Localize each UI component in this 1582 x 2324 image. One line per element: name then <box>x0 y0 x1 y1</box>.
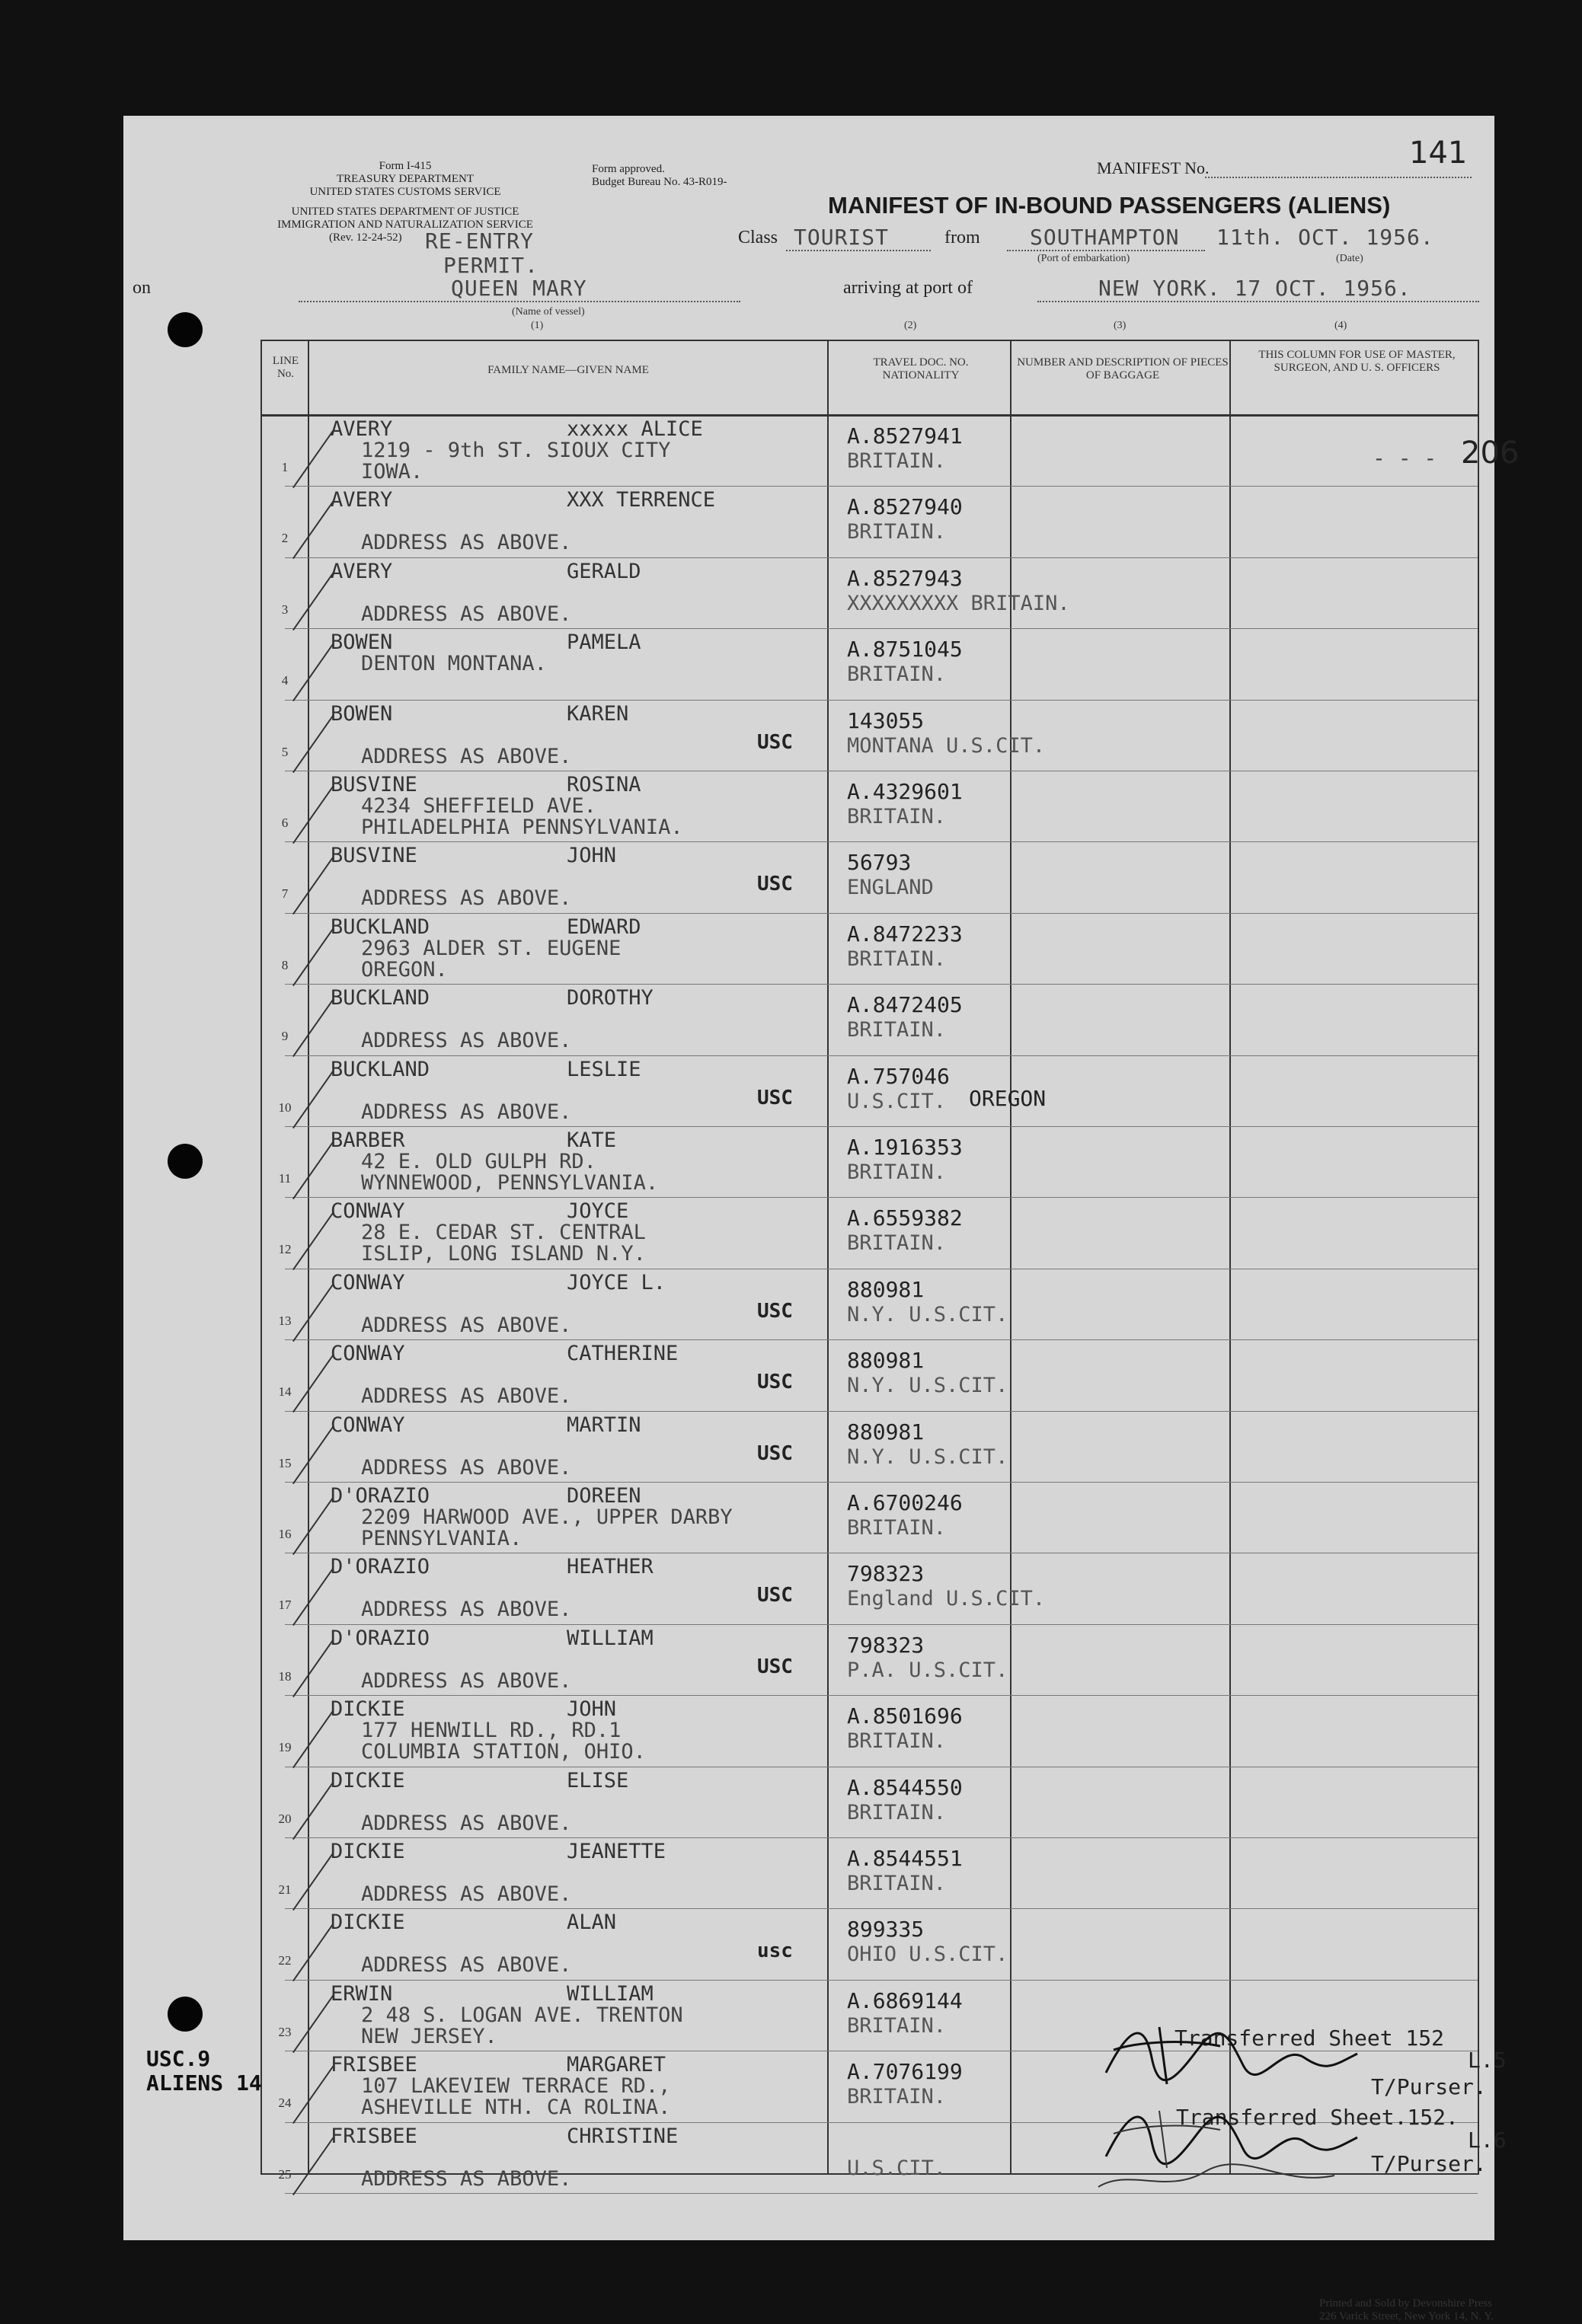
check-mark <box>292 1070 334 1128</box>
arrival-port-date: NEW YORK. 17 OCT. 1956. <box>1098 276 1411 301</box>
given-name: JOHN <box>567 844 617 868</box>
line-number: 24 <box>278 2096 292 2111</box>
row-separator <box>285 700 1478 701</box>
row-separator <box>285 841 1478 842</box>
travel-doc-number: 880981 <box>847 1348 925 1374</box>
customs-service: UNITED STATES CUSTOMS SERVICE <box>309 186 501 198</box>
family-name: FRISBEE <box>331 2053 417 2077</box>
address-line-2: ADDRESS AS ABOVE. <box>361 531 572 555</box>
row-separator <box>285 486 1478 487</box>
check-mark <box>292 2066 334 2124</box>
family-name: D'ORAZIO <box>331 1555 430 1579</box>
travel-doc-number: 798323 <box>847 1561 925 1587</box>
line-number: 17 <box>278 1598 292 1613</box>
line-number: 4 <box>281 673 289 688</box>
manifest-title: MANIFEST OF IN-BOUND PASSENGERS (ALIENS) <box>828 192 1391 219</box>
form-header-treasury <box>299 160 512 199</box>
row-separator <box>285 1482 1478 1483</box>
nationality: BRITAIN. <box>847 520 947 544</box>
family-name: BUCKLAND <box>331 915 430 939</box>
usc-marker: USC <box>757 873 793 896</box>
row-separator <box>285 1197 1478 1198</box>
check-mark <box>292 1425 334 1484</box>
form-approval <box>592 163 782 189</box>
arriving-label: arriving at port of <box>843 278 973 298</box>
col-number-2: (2) <box>904 320 917 331</box>
given-name: EDWARD <box>567 915 641 939</box>
line-number: 5 <box>281 744 289 759</box>
travel-doc-number: 880981 <box>847 1276 925 1302</box>
travel-doc-number: A.8544551 <box>847 1846 963 1871</box>
line-number: 25 <box>278 2166 292 2182</box>
family-name: BOWEN <box>331 630 393 655</box>
family-name: AVERY <box>331 488 393 512</box>
row-separator <box>285 1624 1478 1625</box>
given-name: WILLIAM <box>567 1981 654 2006</box>
address-line-2: ADDRESS AS ABOVE. <box>361 1384 572 1409</box>
manifest-number-label: MANIFEST No. <box>1097 158 1210 177</box>
given-name: XXX TERRENCE <box>567 488 716 512</box>
given-name: ELISE <box>567 1768 629 1792</box>
usc-marker: USC <box>757 1441 793 1465</box>
manifest-sheet <box>123 116 1520 2322</box>
address-line-2: PENNSYLVANIA. <box>361 1527 523 1550</box>
address-line-1: 28 E. CEDAR ST. CENTRAL <box>361 1221 646 1245</box>
line-number: 14 <box>278 1384 292 1400</box>
nationality: BRITAIN. <box>847 2085 947 2109</box>
given-name: xxxxx ALICE <box>567 417 703 441</box>
nationality: BRITAIN. <box>847 449 947 473</box>
usc-marker: USC <box>757 1086 793 1109</box>
port-embark-caption: (Port of embarkation) <box>1037 253 1130 264</box>
address-line-2: PHILADELPHIA PENNSYLVANIA. <box>361 816 683 839</box>
header-travel-doc: TRAVEL DOC. NO. NATIONALITY <box>873 356 969 381</box>
family-name: BARBER <box>331 1128 405 1152</box>
row-separator <box>285 1411 1478 1412</box>
permit-label: PERMIT. <box>443 253 539 278</box>
address-line-1: 177 HENWILL RD., RD.1 <box>361 1719 622 1743</box>
nationality: BRITAIN. <box>847 662 947 687</box>
nationality: BRITAIN. <box>847 1872 947 1895</box>
given-name: MARTIN <box>567 1413 641 1437</box>
nationality: England U.S.CIT. <box>847 1587 1046 1611</box>
col-number-4: (4) <box>1334 320 1347 331</box>
given-name: DOROTHY <box>567 986 654 1010</box>
travel-doc-number: 899335 <box>847 1917 925 1943</box>
nationality: BRITAIN. <box>847 947 947 971</box>
re-entry-label: RE-ENTRY <box>425 228 534 254</box>
nationality: U.S.CIT. <box>847 1089 947 1113</box>
vessel-line <box>299 301 740 302</box>
travel-doc-number: A.8527940 <box>847 494 963 520</box>
check-mark <box>292 1853 334 1911</box>
address-line-1: 107 LAKEVIEW TERRACE RD., <box>361 2074 671 2099</box>
class-value: TOURIST <box>794 225 890 250</box>
check-mark <box>292 1710 334 1769</box>
on-label: on <box>133 278 151 298</box>
travel-doc-number: A.6700246 <box>847 1490 963 1515</box>
check-mark <box>292 714 334 773</box>
check-mark <box>292 1212 334 1271</box>
form-revision: (Rev. 12-24-52) <box>329 231 402 244</box>
row-separator <box>285 984 1478 985</box>
line-number: 6 <box>281 816 289 830</box>
address-line-1: DENTON MONTANA. <box>361 652 547 676</box>
travel-doc-number: A.7076199 <box>847 2059 963 2085</box>
sheet-number: 141 <box>1409 136 1468 171</box>
check-mark <box>292 999 334 1058</box>
nationality: OHIO U.S.CIT. <box>847 1943 1008 1967</box>
row-separator <box>285 1055 1478 1056</box>
nationality: N.Y. U.S.CIT. <box>847 1445 1008 1469</box>
given-name: CHRISTINE <box>567 2124 679 2148</box>
col-number-1: (1) <box>531 320 544 331</box>
check-mark <box>292 1497 334 1556</box>
usc-marker: USC <box>757 1299 793 1323</box>
address-line-1: 42 E. OLD GULPH RD. <box>361 1150 596 1173</box>
travel-doc-number: A.6559382 <box>847 1205 963 1231</box>
usc-marker: USC <box>757 1371 793 1394</box>
line-number: 21 <box>278 1882 292 1897</box>
vessel-caption: (Name of vessel) <box>512 306 585 318</box>
check-mark <box>292 857 334 915</box>
line-number: 8 <box>281 957 289 972</box>
address-line-2: ADDRESS AS ABOVE. <box>361 1668 572 1693</box>
nationality: XXXXXXXXX BRITAIN. <box>847 591 1070 615</box>
nationality: MONTANA U.S.CIT. <box>847 733 1046 758</box>
check-mark <box>292 1639 334 1697</box>
given-name: GERALD <box>567 559 641 583</box>
address-line-2: ADDRESS AS ABOVE. <box>361 602 572 626</box>
purser-1: T/Purser. <box>1371 2074 1487 2099</box>
check-mark <box>292 572 334 630</box>
line-number: 16 <box>278 1527 292 1541</box>
form-approved: Form approved. <box>592 163 665 175</box>
travel-doc-number: A.1916353 <box>847 1135 963 1160</box>
given-name: CATHERINE <box>567 1342 679 1366</box>
manifest-number-line <box>1205 177 1472 178</box>
arrival-line <box>1037 301 1479 302</box>
usc-marker: USC <box>757 1584 793 1607</box>
check-mark <box>292 1141 334 1200</box>
nationality: N.Y. U.S.CIT. <box>847 1374 1008 1398</box>
transfer-line-1: L.5 <box>1468 2048 1507 2073</box>
row-separator <box>285 557 1478 558</box>
address-line-2: ADDRESS AS ABOVE. <box>361 1811 572 1835</box>
line-number: 10 <box>278 1100 292 1115</box>
purser-signature-2 <box>1083 2096 1403 2195</box>
line-number: 23 <box>278 2024 292 2039</box>
address-line-2: OREGON. <box>361 957 448 982</box>
address-line-1: 2963 ALDER ST. EUGENE <box>361 936 622 960</box>
transfer-line-2: L.6 <box>1468 2128 1507 2153</box>
family-name: CONWAY <box>331 1199 405 1224</box>
row-separator <box>285 1980 1478 1981</box>
row-separator <box>285 1837 1478 1838</box>
line-number: 7 <box>281 886 289 902</box>
passenger-table <box>260 340 1479 2191</box>
check-mark <box>292 1923 334 1982</box>
travel-doc-number: 143055 <box>847 707 925 733</box>
nationality: U.S.CIT. <box>847 2156 947 2180</box>
check-mark <box>292 1283 334 1342</box>
address-line-2: ADDRESS AS ABOVE. <box>361 1100 572 1124</box>
nationality: BRITAIN. <box>847 1729 947 1754</box>
family-name: BUSVINE <box>331 773 417 796</box>
address-line-2: NEW JERSEY. <box>361 2024 497 2048</box>
class-label: Class <box>738 228 778 247</box>
line-number: 19 <box>278 1740 292 1755</box>
given-name: JOHN <box>567 1697 617 1722</box>
given-name: DOREEN <box>567 1484 641 1508</box>
date-caption: (Date) <box>1336 253 1363 264</box>
travel-doc-number: A.8544550 <box>847 1774 963 1800</box>
line-number: 13 <box>278 1313 292 1328</box>
line-number: 3 <box>281 602 289 617</box>
row-separator <box>285 1695 1478 1696</box>
check-mark <box>292 1355 334 1413</box>
given-name: WILLIAM <box>567 1626 654 1650</box>
family-name: AVERY <box>331 559 393 583</box>
family-name: CONWAY <box>331 1342 405 1366</box>
nationality: BRITAIN. <box>847 1160 947 1184</box>
embarkation-date: 11th. OCT. 1956. <box>1216 225 1434 250</box>
family-name: AVERY <box>331 417 393 441</box>
form-header-justice <box>260 206 550 231</box>
check-mark <box>292 430 334 489</box>
address-line-2: ASHEVILLE NTH. CA ROLINA. <box>361 2096 671 2120</box>
line-number: 18 <box>278 1668 292 1684</box>
family-name: DICKIE <box>331 1697 405 1722</box>
usc-marker: USC <box>757 730 793 754</box>
nationality: N.Y. U.S.CIT. <box>847 1302 1008 1326</box>
address-line-2: ADDRESS AS ABOVE. <box>361 2166 572 2191</box>
punch-hole-top <box>168 312 203 347</box>
travel-doc-number: 798323 <box>847 1632 925 1658</box>
given-name: JOYCE L. <box>567 1270 666 1294</box>
punch-hole-middle <box>168 1144 203 1179</box>
nationality: BRITAIN. <box>847 1800 947 1824</box>
family-name: BOWEN <box>331 701 393 726</box>
address-line-2: WYNNEWOOD, PENNSYLVANIA. <box>361 1171 659 1195</box>
nationality: BRITAIN. <box>847 805 947 828</box>
row-separator <box>285 628 1478 629</box>
line-number: 11 <box>278 1171 292 1186</box>
given-name: MARGARET <box>567 2053 666 2077</box>
form-number: Form I-415 <box>379 160 432 172</box>
nationality: BRITAIN. <box>847 1516 947 1540</box>
address-line-2: ADDRESS AS ABOVE. <box>361 886 572 911</box>
transfer-note-2: Transferred Sheet.152. <box>1176 2105 1459 2130</box>
purser-2: T/Purser. <box>1371 2151 1487 2176</box>
family-name: D'ORAZIO <box>331 1484 430 1508</box>
travel-doc-number: A.8472233 <box>847 921 963 947</box>
vessel-name: QUEEN MARY <box>451 276 587 301</box>
treasury-dept: TREASURY DEPARTMENT <box>336 173 475 185</box>
check-mark <box>292 643 334 702</box>
address-line-2: ADDRESS AS ABOVE. <box>361 744 572 768</box>
family-name: DICKIE <box>331 1911 405 1935</box>
given-name: KATE <box>567 1128 617 1152</box>
family-name: D'ORAZIO <box>331 1626 430 1650</box>
check-mark <box>292 1568 334 1626</box>
travel-doc-number: 56793 <box>847 850 912 876</box>
address-line-2: ADDRESS AS ABOVE. <box>361 1598 572 1622</box>
ins-line: IMMIGRATION AND NATURALIZATION SERVICE <box>277 219 533 231</box>
travel-doc-number: A.8472405 <box>847 992 963 1018</box>
family-name: DICKIE <box>331 1768 405 1792</box>
family-name: BUSVINE <box>331 844 417 868</box>
transfer-note-1: Transferred Sheet 152 <box>1175 2026 1445 2051</box>
punch-hole-bottom <box>168 1997 203 2032</box>
from-label: from <box>944 228 980 247</box>
printer-imprint <box>1319 2297 1494 2323</box>
check-mark <box>292 2137 334 2195</box>
family-name: DICKIE <box>331 1840 405 1863</box>
class-line <box>786 250 931 251</box>
given-name: ROSINA <box>567 773 641 796</box>
given-name: ALAN <box>567 1911 617 1935</box>
row10-note: OREGON <box>969 1086 1047 1111</box>
nationality: P.A. U.S.CIT. <box>847 1658 1008 1682</box>
travel-doc-number: A.8751045 <box>847 637 963 662</box>
check-mark <box>292 1781 334 1840</box>
header-name: FAMILY NAME—GIVEN NAME <box>487 364 649 376</box>
address-line-2: ADDRESS AS ABOVE. <box>361 1313 572 1337</box>
budget-bureau: Budget Bureau No. 43-R019- <box>592 176 727 188</box>
line-number: 9 <box>281 1029 289 1044</box>
given-name: JEANETTE <box>567 1840 666 1863</box>
line-number: 1 <box>281 460 289 474</box>
usc-marker: USC <box>757 1655 793 1678</box>
row-separator <box>285 1339 1478 1340</box>
address-line-2: ADDRESS AS ABOVE. <box>361 1029 572 1053</box>
row-separator <box>285 913 1478 914</box>
address-line-1: 1219 - 9th ST. SIOUX CITY <box>361 439 671 462</box>
check-mark <box>292 1994 334 2053</box>
port-embark-line <box>1007 250 1205 251</box>
travel-doc-number: A.6869144 <box>847 1987 963 2013</box>
given-name: KAREN <box>567 701 629 726</box>
travel-doc-number: A.8527943 <box>847 565 963 591</box>
family-name: CONWAY <box>331 1413 405 1437</box>
official-dash: - - - <box>1373 445 1437 471</box>
nationality: BRITAIN. <box>847 1231 947 1256</box>
given-name: HEATHER <box>567 1555 654 1579</box>
usc-count: USC.9 <box>146 2046 211 2071</box>
port-of-embarkation: SOUTHAMPTON <box>1030 225 1180 250</box>
line-number: 22 <box>278 1953 292 1968</box>
family-name: CONWAY <box>331 1270 405 1294</box>
given-name: LESLIE <box>567 1057 641 1081</box>
printer-line-2: 226 Varick Street, New York 14, N. Y. <box>1319 2310 1494 2322</box>
check-mark <box>292 927 334 986</box>
purser-signature-1 <box>1083 2012 1403 2096</box>
address-line-2: ADDRESS AS ABOVE. <box>361 1953 572 1978</box>
line-number: 12 <box>278 1242 292 1257</box>
col-number-3: (3) <box>1114 320 1127 331</box>
family-name: BUCKLAND <box>331 1057 430 1081</box>
address-line-1: 4234 SHEFFIELD AVE. <box>361 794 596 818</box>
line-number: 20 <box>278 1811 292 1826</box>
nationality: ENGLAND <box>847 876 934 900</box>
check-mark <box>292 501 334 560</box>
address-line-2: COLUMBIA STATION, OHIO. <box>361 1740 646 1764</box>
given-name: JOYCE <box>567 1199 629 1224</box>
usc-marker: usc <box>757 1939 793 1963</box>
nationality: BRITAIN. <box>847 2013 947 2038</box>
travel-doc-number: 880981 <box>847 1419 925 1445</box>
row-separator <box>285 1908 1478 1909</box>
address-line-1: 2 48 S. LOGAN AVE. TRENTON <box>361 2003 683 2027</box>
travel-doc-number: A.4329601 <box>847 779 963 804</box>
address-line-2: IOWA. <box>361 460 423 484</box>
family-name: BUCKLAND <box>331 986 430 1010</box>
family-name: FRISBEE <box>331 2124 417 2148</box>
nationality: BRITAIN. <box>847 1018 947 1042</box>
header-baggage: NUMBER AND DESCRIPTION OF PIECES OF BAGGAGE <box>1017 356 1229 381</box>
address-line-1: 2209 HARWOOD AVE., UPPER DARBY <box>361 1505 733 1529</box>
travel-doc-number: A.8527941 <box>847 423 963 449</box>
aliens-count: ALIENS 14 <box>146 2070 262 2096</box>
header-line-no: LINE No. <box>272 355 299 380</box>
address-line-2: ADDRESS AS ABOVE. <box>361 1882 572 1906</box>
family-name: ERWIN <box>331 1981 393 2006</box>
travel-doc-number: A.757046 <box>847 1063 950 1089</box>
line-number: 15 <box>278 1455 292 1470</box>
header-officers: THIS COLUMN FOR USE OF MASTER, SURGEON, AND U. S. OFFICERS <box>1258 349 1456 374</box>
doj-line: UNITED STATES DEPARTMENT OF JUSTICE <box>291 206 519 218</box>
official-number: 206 <box>1461 436 1520 471</box>
given-name: PAMELA <box>567 630 641 655</box>
check-mark <box>292 786 334 844</box>
row-separator <box>285 1126 1478 1127</box>
address-line-2: ISLIP, LONG ISLAND N.Y. <box>361 1242 646 1266</box>
line-number: 2 <box>281 531 289 546</box>
address-line-2: ADDRESS AS ABOVE. <box>361 1455 572 1480</box>
printer-line-1: Printed and Sold by Devonshire Press <box>1319 2297 1493 2310</box>
travel-doc-number: A.8501696 <box>847 1703 963 1729</box>
